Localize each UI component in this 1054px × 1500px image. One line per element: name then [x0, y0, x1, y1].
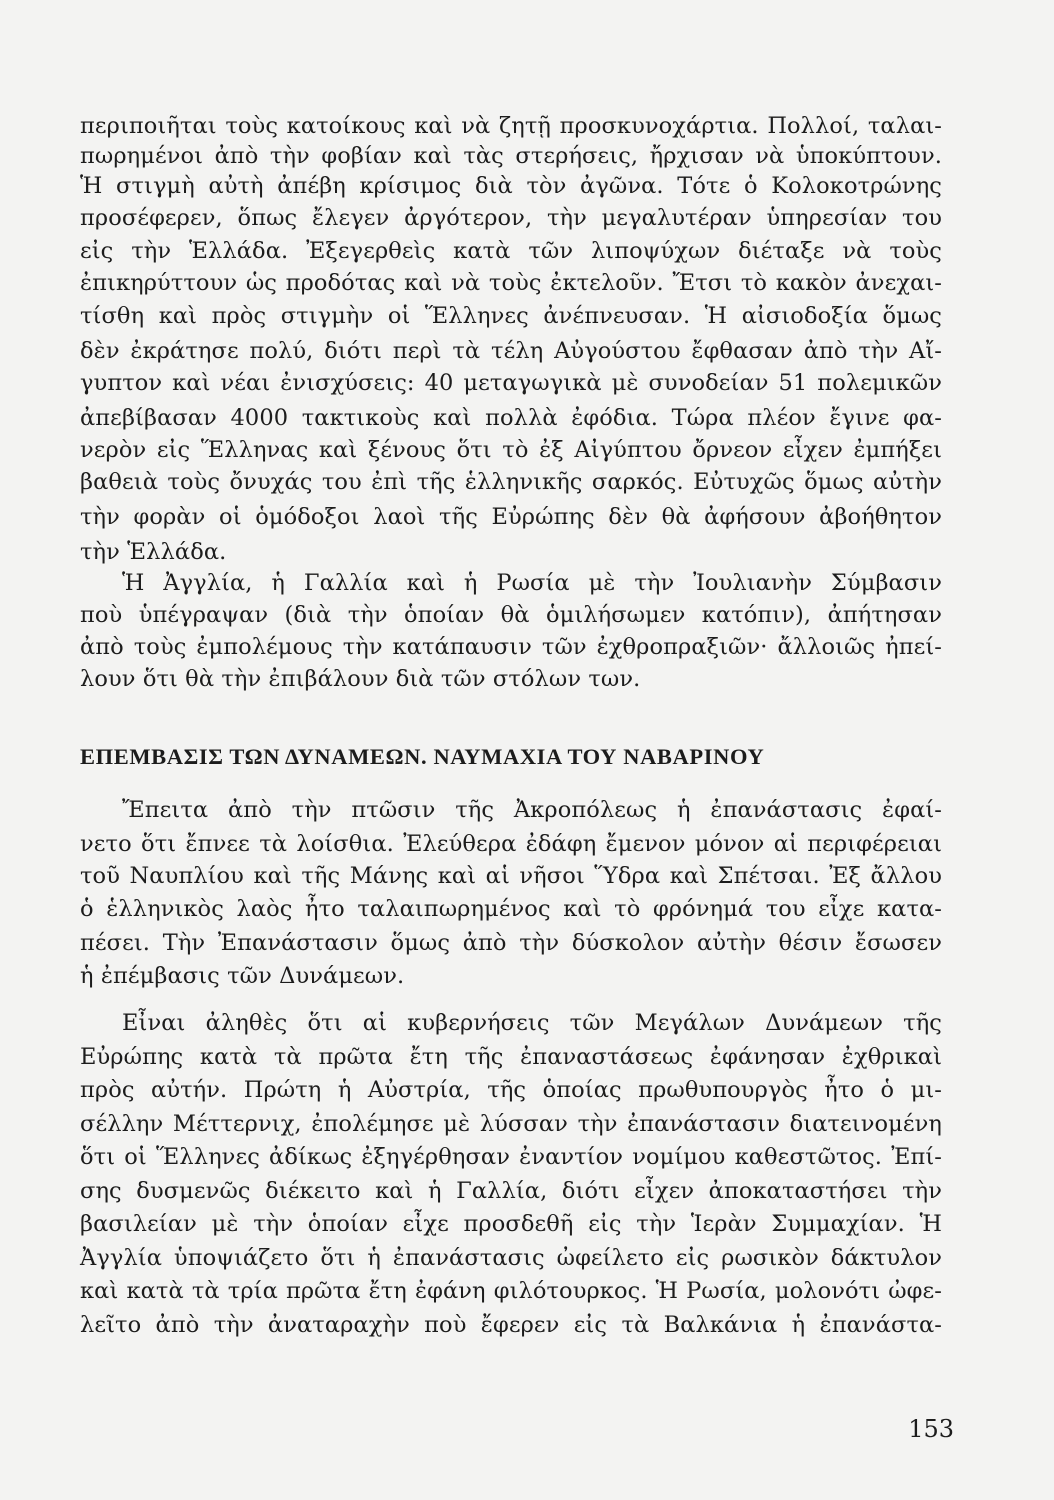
text-line: σέλλην Μέττερνιχ, ἐπολέμησε μὲ λύσσαν τὴν ἐπανάστασιν διατεινομένη	[80, 1111, 942, 1137]
text-line: Εἶναι ἀληθὲς ὅτι αἱ κυβερνήσεις τῶν Μεγάλων Δυνάμεων τῆς	[122, 1010, 942, 1036]
text-line: βασιλείαν μὲ τὴν ὁποίαν εἶχε προσδεθῆ εἰς τὴν Ἱερὰν Συμμαχίαν. Ἡ	[80, 1211, 942, 1237]
text-line: ἐπικηρύττουν ὡς προδότας καὶ νὰ τοὺς ἐκτελοῦν. Ἔτσι τὸ κακὸν ἀνεχαι-	[80, 270, 942, 296]
text-line: ἀπὸ τοὺς ἐμπολέμους τὴν κατάπαυσιν τῶν ἐχθροπραξιῶν· ἄλλοιῶς ἠπεί-	[80, 634, 942, 660]
text-line: ἡ ἐπέμβασις τῶν Δυνάμεων.	[80, 963, 405, 989]
text-line: εἰς τὴν Ἑλλάδα. Ἐξεγερθεὶς κατὰ τῶν λιποψύχων διέταξε νὰ τοὺς	[80, 238, 942, 264]
text-line: δὲν ἐκράτησε πολύ, διότι περὶ τὰ τέλη Αὐγούστου ἔφθασαν ἀπὸ τὴν Αἴ-	[80, 338, 942, 364]
text-line: Εὐρώπης κατὰ τὰ πρῶτα ἔτη τῆς ἐπαναστάσεως ἐφάνησαν ἐχθρικαὶ	[80, 1044, 942, 1070]
text-line: τὴν Ἑλλάδα.	[80, 539, 227, 565]
text-line: σης δυσμενῶς διέκειτο καὶ ἡ Γαλλία, διότι εἶχεν ἀποκαταστήσει τὴν	[80, 1178, 942, 1204]
text-line: γυπτον καὶ νέαι ἐνισχύσεις: 40 μεταγωγικὰ μὲ συνοδείαν 51 πολεμικῶν	[80, 370, 942, 396]
text-line: τοῦ Ναυπλίου καὶ τῆς Μάνης καὶ αἱ νῆσοι Ὕδρα καὶ Σπέτσαι. Ἐξ ἄλλου	[80, 863, 942, 889]
text-line: Ἔπειτα ἀπὸ τὴν πτῶσιν τῆς Ἀκροπόλεως ἡ ἐπανάστασις ἐφαί-	[122, 797, 942, 823]
text-line: πέσει. Τὴν Ἐπανάστασιν ὅμως ἀπὸ τὴν δύσκολον αὐτὴν θέσιν ἔσωσεν	[80, 930, 942, 956]
text-line: Ἡ Ἀγγλία, ἡ Γαλλία καὶ ἡ Ρωσία μὲ τὴν Ἰουλιανὴν Σύμβασιν	[122, 570, 942, 596]
text-line: τὴν φορὰν οἱ ὁμόδοξοι λαοὶ τῆς Εὐρώπης δὲν θὰ ἀφήσουν ἀβοήθητον	[80, 504, 942, 530]
text-line: νερὸν εἰς Ἕλληνας καὶ ξένους ὅτι τὸ ἐξ Αἰγύπτου ὄρνεον εἶχεν ἐμπήξει	[80, 437, 942, 463]
text-line: προσέφερεν, ὅπως ἔλεγεν ἀργότερον, τὴν μεγαλυτέραν ὑπηρεσίαν του	[80, 205, 942, 231]
text-line: περιποιῆται τοὺς κατοίκους καὶ νὰ ζητῇ προσκυνοχάρτια. Πολλοί, ταλαι-	[80, 113, 942, 139]
page-number: 153	[908, 1415, 954, 1443]
text-line: βαθειὰ τοὺς ὄνυχάς του ἐπὶ τῆς ἑλληνικῆς σαρκός. Εὐτυχῶς ὅμως αὐτὴν	[80, 469, 942, 495]
text-line: ὁ ἑλληνικὸς λαὸς ἦτο ταλαιπωρημένος καὶ τὸ φρόνημά του εἶχε κατα-	[80, 896, 942, 922]
text-line: ποὺ ὑπέγραψαν (διὰ τὴν ὁποίαν θὰ ὁμιλήσωμεν κατόπιν), ἀπήτησαν	[80, 602, 942, 628]
text-line: καὶ κατὰ τὰ τρία πρῶτα ἔτη ἐφάνη φιλότουρκος. Ἡ Ρωσία, μολονότι ὠφε-	[80, 1278, 942, 1304]
text-line: πωρημένοι ἀπὸ τὴν φοβίαν καὶ τὰς στερήσεις, ἤρχισαν νὰ ὑποκύπτουν.	[80, 143, 942, 169]
text-line: Ἡ στιγμὴ αὐτὴ ἀπέβη κρίσιμος διὰ τὸν ἀγῶνα. Τότε ὁ Κολοκοτρώνης	[80, 173, 942, 199]
text-line: λεῖτο ἀπὸ τὴν ἀναταραχὴν ποὺ ἔφερεν εἰς τὰ Βαλκάνια ἡ ἐπανάστα-	[80, 1312, 942, 1338]
text-line: πρὸς αὐτήν. Πρώτη ἡ Αὐστρία, τῆς ὁποίας πρωθυπουργὸς ἦτο ὁ μι-	[80, 1077, 942, 1103]
text-line: τίσθη καὶ πρὸς στιγμὴν οἱ Ἕλληνες ἀνέπνευσαν. Ἡ αἰσιοδοξία ὅμως	[80, 303, 942, 329]
text-line: λουν ὅτι θὰ τὴν ἐπιβάλουν διὰ τῶν στόλων των.	[80, 666, 641, 692]
section-heading: ΕΠΕΜΒΑΣΙΣ ΤΩΝ ΔΥΝΑΜΕΩΝ. ΝΑΥΜΑΧΙΑ ΤΟΥ ΝΑΒΑΡΙΝΟΥ	[80, 744, 765, 769]
text-line: ὅτι οἱ Ἕλληνες ἀδίκως ἐξηγέρθησαν ἐναντίον νομίμου καθεστῶτος. Ἐπί-	[80, 1144, 942, 1170]
text-line: νετο ὅτι ἔπνεε τὰ λοίσθια. Ἐλεύθερα ἐδάφη ἔμενον μόνον αἱ περιφέρειαι	[80, 831, 942, 857]
text-line: ἀπεβίβασαν 4000 τακτικοὺς καὶ πολλὰ ἐφόδια. Τώρα πλέον ἔγινε φα-	[80, 405, 942, 431]
text-line: Ἀγγλία ὑποψιάζετο ὅτι ἡ ἐπανάστασις ὠφείλετο εἰς ρωσικὸν δάκτυλον	[80, 1245, 942, 1271]
